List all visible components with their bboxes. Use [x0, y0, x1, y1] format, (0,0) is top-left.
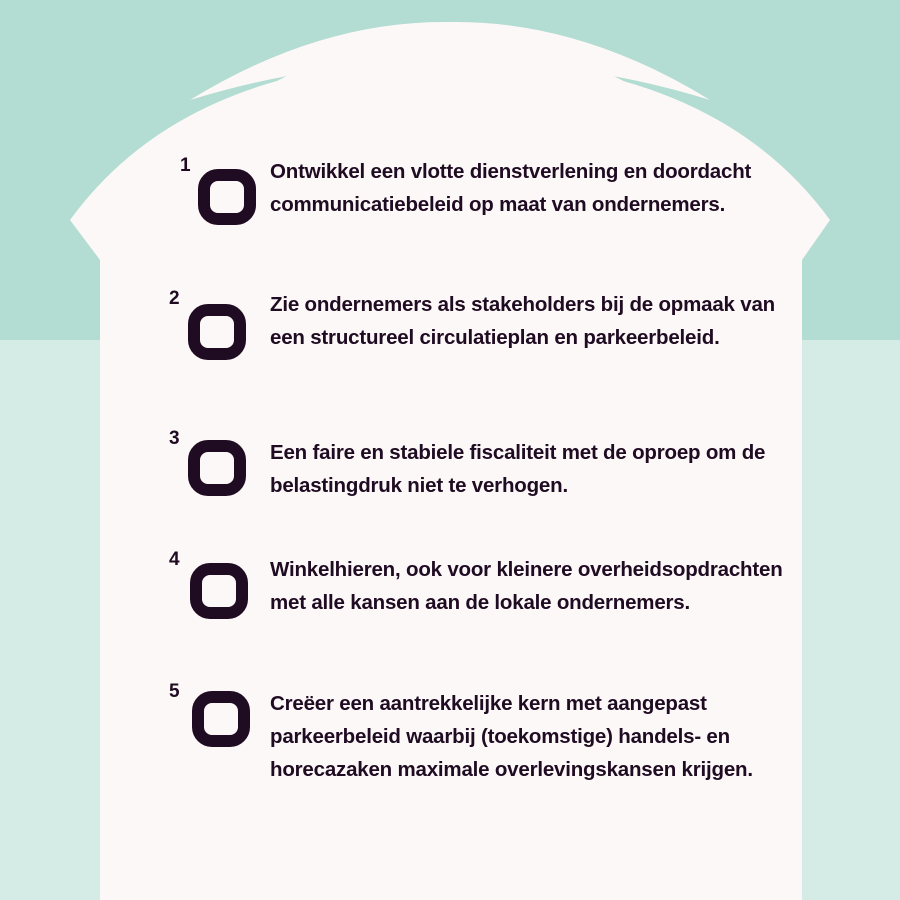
item-text: Winkelhieren, ook voor kleinere overheidsopdrachten met alle kansen aan de lokale ondernemers.: [270, 558, 783, 614]
item-text: Creëer een aantrekkelijke kern met aangepast parkeerbeleid waarbij (toekomstige) handels- en horecazaken maximale overlevingskansen krijgen.: [270, 692, 753, 781]
item-text: Zie ondernemers als stakeholders bij de opmaak van een structureel circulatieplan en parkeerbeleid.: [270, 293, 775, 349]
circle-icon: [190, 563, 248, 619]
list-item-5: [160, 681, 800, 827]
item-number: 5: [169, 681, 180, 702]
circle-icon: [188, 304, 246, 360]
item-number: 1: [180, 155, 191, 176]
list-item-2: [160, 288, 800, 428]
circle-icon: [198, 169, 256, 225]
item-text: Een faire en stabiele fiscaliteit met de oproep om de belastingdruk niet te verhogen.: [270, 441, 766, 497]
item-number: 2: [169, 288, 180, 309]
circle-icon: [192, 691, 250, 747]
item-text: Ontwikkel een vlotte dienstverlening en doordacht communicatiebeleid op maat van ondernemers.: [270, 160, 752, 216]
list-item-1: [160, 155, 800, 295]
item-number: 3: [169, 428, 180, 449]
circle-icon: [188, 440, 246, 496]
item-number: 4: [169, 549, 180, 570]
list-item-4: [160, 549, 800, 693]
